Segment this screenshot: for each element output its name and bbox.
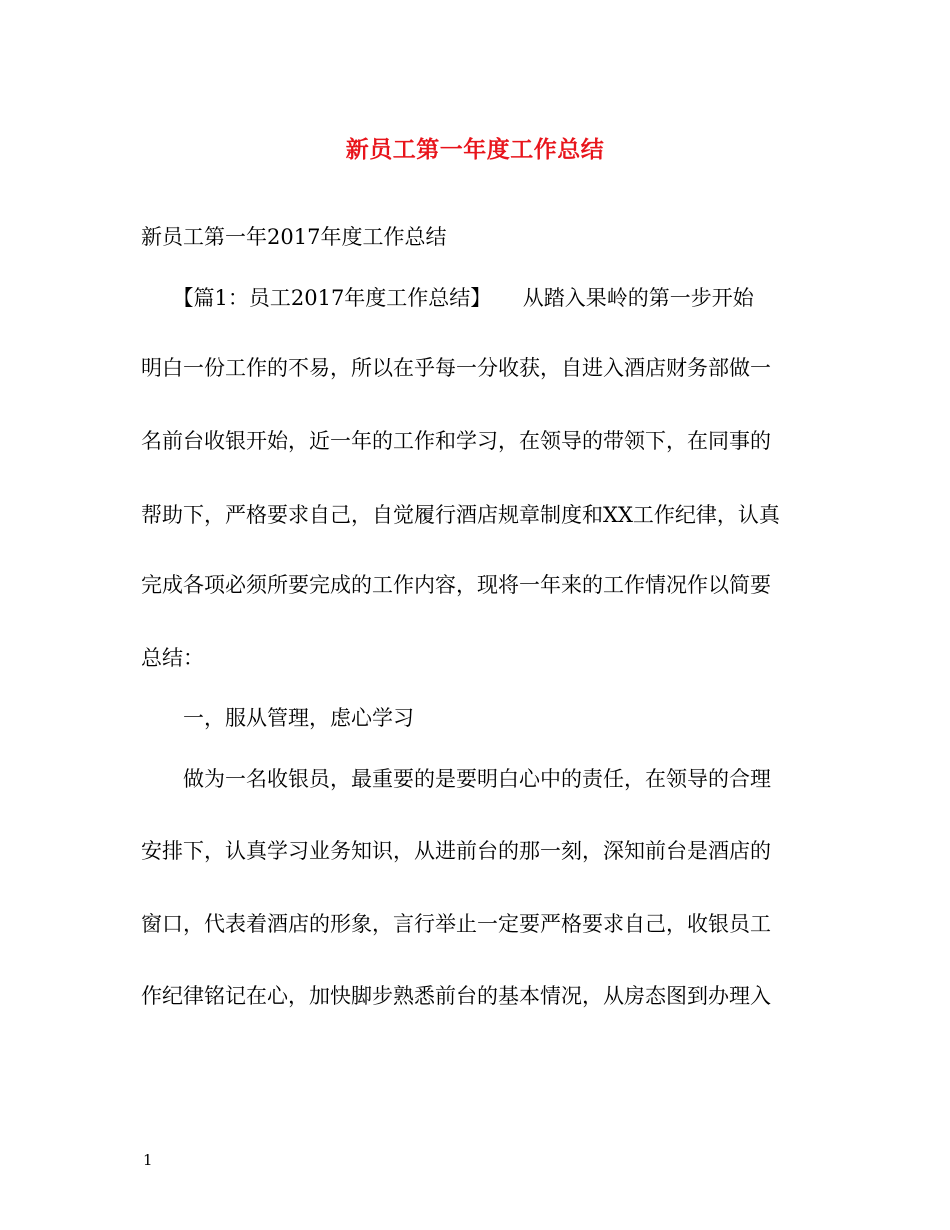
- body-line: 安排下，认真学习业务知识，从进前台的那一刻，深知前台是酒店的: [141, 839, 771, 863]
- body-line: 明白一份工作的不易，所以在乎每一分收获，自进入酒店财务部做一: [141, 356, 771, 380]
- body-line: 做为一名收银员，最重要的是要明白心中的责任，在领导的合理: [141, 767, 771, 791]
- body-line: 帮助下，严格要求自己，自觉履行酒店规章制度和XX工作纪律，认真: [141, 503, 780, 527]
- body-line: 新员工第一年2017年度工作总结: [141, 225, 447, 249]
- body-line: 【篇1：员工2017年度工作总结】 从踏入果岭的第一步开始: [141, 286, 754, 310]
- body-line: 完成各项必须所要完成的工作内容，现将一年来的工作情况作以简要: [141, 573, 771, 597]
- body-line: 作纪律铭记在心，加快脚步熟悉前台的基本情况，从房态图到办理入: [141, 984, 771, 1008]
- section-heading: 一，服从管理，虑心学习: [141, 706, 414, 730]
- page-number: 1: [143, 1151, 153, 1169]
- body-line: 名前台收银开始，近一年的工作和学习，在领导的带领下，在同事的: [141, 429, 771, 453]
- document-title: 新员工第一年度工作总结: [345, 136, 605, 163]
- body-line: 窗口，代表着酒店的形象，言行举止一定要严格要求自己，收银员工: [141, 912, 771, 936]
- body-line: 总结：: [141, 646, 204, 670]
